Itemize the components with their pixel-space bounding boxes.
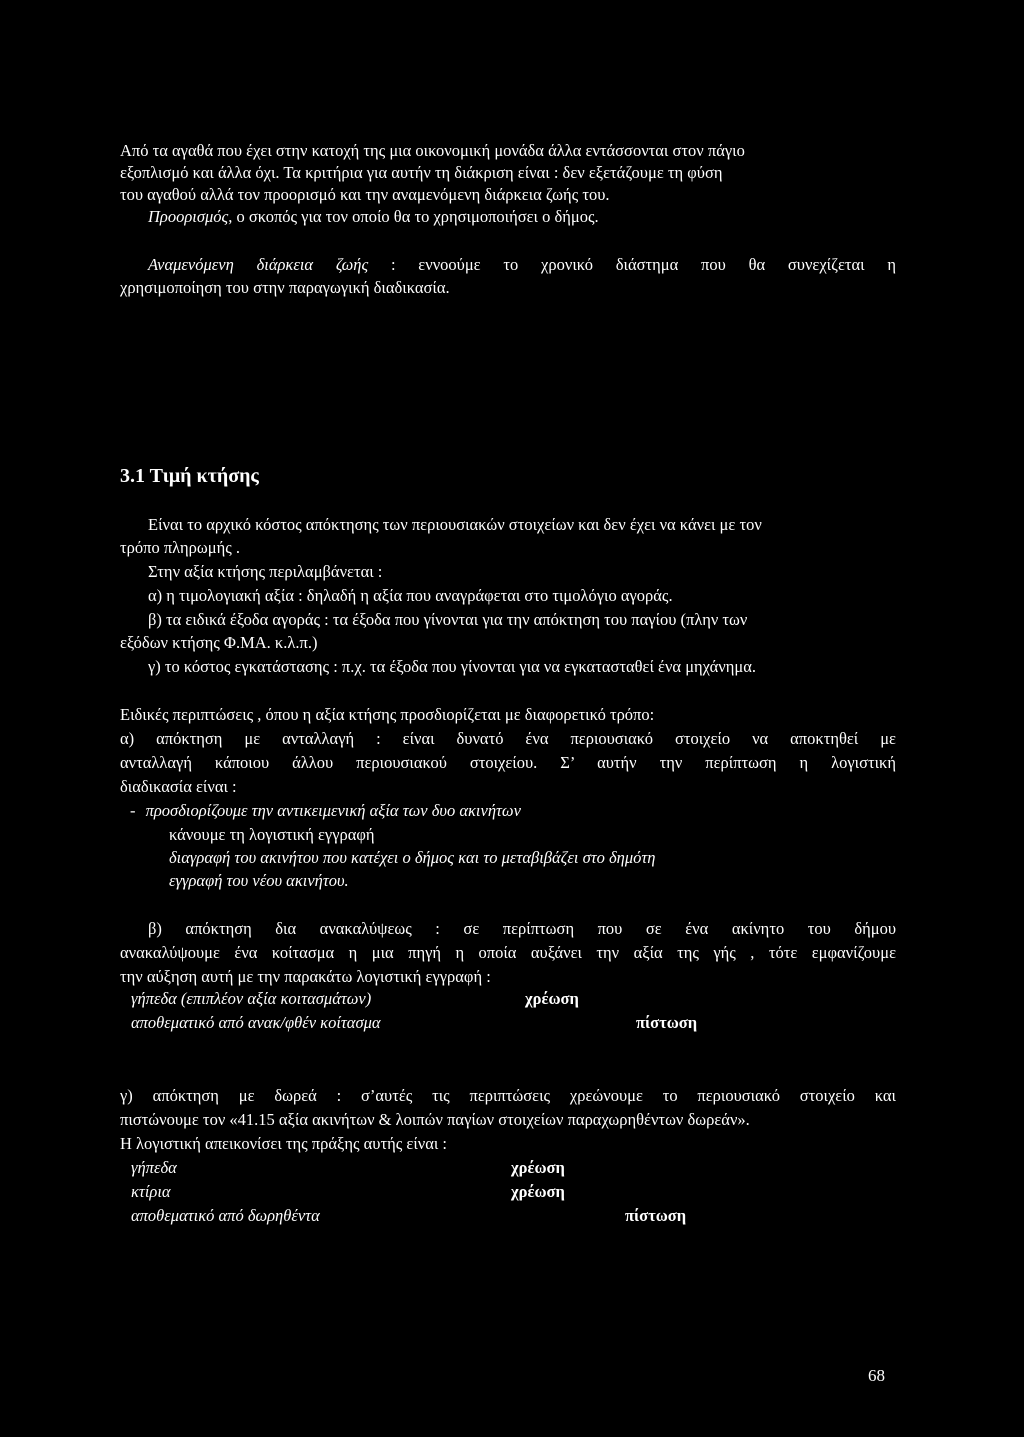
p5-line-3: την αύξηση αυτή με την παρακάτω λογιστική εγγραφή : <box>120 967 491 986</box>
page-number: 68 <box>868 1366 885 1385</box>
p3-line-3: Στην αξία κτήσης περιλαμβάνεται : <box>148 562 383 581</box>
p4-line-1: Ειδικές περιπτώσεις , όπου η αξία κτήσης προσδιορίζεται με διαφορετικό τρόπο: <box>120 705 655 724</box>
p2-line-1 <box>148 254 896 276</box>
p4-line-5-text: προσδιορίζουμε την αντικειμενική αξία των δυο ακινήτων <box>145 801 521 820</box>
entry-3-account: γήπεδα <box>131 1158 177 1177</box>
p4-line-3: ανταλλαγή κάποιου άλλου περιουσιακού στοιχείου. Σ’ αυτήν την περίπτωση η λογιστική <box>120 753 896 772</box>
entry-1-side: χρέωση <box>525 989 579 1008</box>
p4-line-8: εγγραφή του νέου ακινήτου. <box>169 871 349 890</box>
p1-line-4-rest: , ο σκοπός για τον οποίο θα το χρησιμοποιήσει ο δήμος. <box>228 207 599 226</box>
p6-line-1: γ) απόκτηση με δωρεά : σ’αυτές τις περιπτώσεις χρεώνουμε το περιουσιακό στοιχείο και <box>120 1086 896 1105</box>
p3-line-7: γ) το κόστος εγκατάστασης : π.χ. τα έξοδα που γίνονται για να εγκατασταθεί ένα μηχάνημα. <box>148 657 756 676</box>
p3-line-6: εξόδων κτήσης Φ.ΜΑ. κ.λ.π.) <box>120 633 318 652</box>
p4-line-5 <box>130 800 906 822</box>
p4-line-7: διαγραφή του ακινήτου που κατέχει ο δήμος και το μεταβιβάζει στο δημότη <box>169 848 656 867</box>
p4-line-4: διαδικασία είναι : <box>120 777 237 796</box>
p4-line-2: α) απόκτηση με ανταλλαγή : είναι δυνατό ένα περιουσιακό στοιχείο να αποκτηθεί με <box>120 729 896 748</box>
entry-2-side: πίστωση <box>636 1013 698 1032</box>
p5-line-1: β) απόκτηση δια ανακαλύψεως : σε περίπτωση που σε ένα ακίνητο του δήμου <box>148 919 896 938</box>
p3-line-4: α) η τιμολογιακή αξία : δηλαδή η αξία που αναγράφεται στο τιμολόγιο αγοράς. <box>148 586 673 605</box>
entry-3-side: χρέωση <box>511 1158 565 1177</box>
entry-1-account: γήπεδα (επιπλέον αξία κοιτασμάτων) <box>131 989 372 1008</box>
p3-line-5: β) τα ειδικά έξοδα αγοράς : τα έξοδα που γίνονται για την απόκτηση του παγίου (πλην των <box>148 610 748 629</box>
p4-line-6: κάνουμε τη λογιστική εγγραφή <box>169 825 375 844</box>
section-heading: 3.1 Τιμή κτήσης <box>120 465 259 487</box>
p1-line-4 <box>148 206 924 228</box>
p2-line-2: χρησιμοποίηση του στην παραγωγική διαδικασία. <box>120 278 450 297</box>
p1-line-2: εξοπλισμό και άλλα όχι. Τα κριτήρια για αυτήν τη διάκριση είναι : δεν εξετάζουμε τη φύση <box>120 163 723 182</box>
entry-5-account: αποθεματικό από δωρηθέντα <box>131 1206 320 1225</box>
p1-line-3: του αγαθού αλλά τον προορισμό και την αναμενόμενη διάρκεια ζωής του. <box>120 185 610 204</box>
entry-5-side: πίστωση <box>625 1206 687 1225</box>
entry-4-side: χρέωση <box>511 1182 565 1201</box>
p6-line-2: πιστώνουμε τον «41.15 αξία ακινήτων & λοιπών παγίων στοιχείων παραχωρηθέντων δωρεάν». <box>120 1110 750 1129</box>
entry-4-account: κτίρια <box>131 1182 171 1201</box>
p3-line-1: Είναι το αρχικό κόστος απόκτησης των περιουσιακών στοιχείων και δεν έχει να κάνει με τον <box>148 515 762 534</box>
term-purpose: Προορισμός <box>148 207 229 226</box>
p5-line-2: ανακαλύψουμε ένα κοίτασμα η μια πηγή η οποία αυξάνει την αξία της γής , τότε εμφανίζουμε <box>120 943 896 962</box>
p2-line-1-rest: : εννοούμε το χρονικό διάστημα που θα συνεχίζεται η <box>390 255 896 274</box>
p6-line-3: Η λογιστική απεικονίσει της πράξης αυτής είναι : <box>120 1134 448 1153</box>
p1-line-1: Από τα αγαθά που έχει στην κατοχή της μια οικονομική μονάδα άλλα εντάσσονται στον πάγιο <box>120 141 745 160</box>
p3-line-2: τρόπο πληρωμής . <box>120 538 240 557</box>
entry-2-account: αποθεματικό από ανακ/φθέν κοίτασμα <box>131 1013 381 1032</box>
term-expected-life: Αναμενόμενη διάρκεια ζωής <box>148 255 369 274</box>
list-dash: - <box>130 801 136 820</box>
